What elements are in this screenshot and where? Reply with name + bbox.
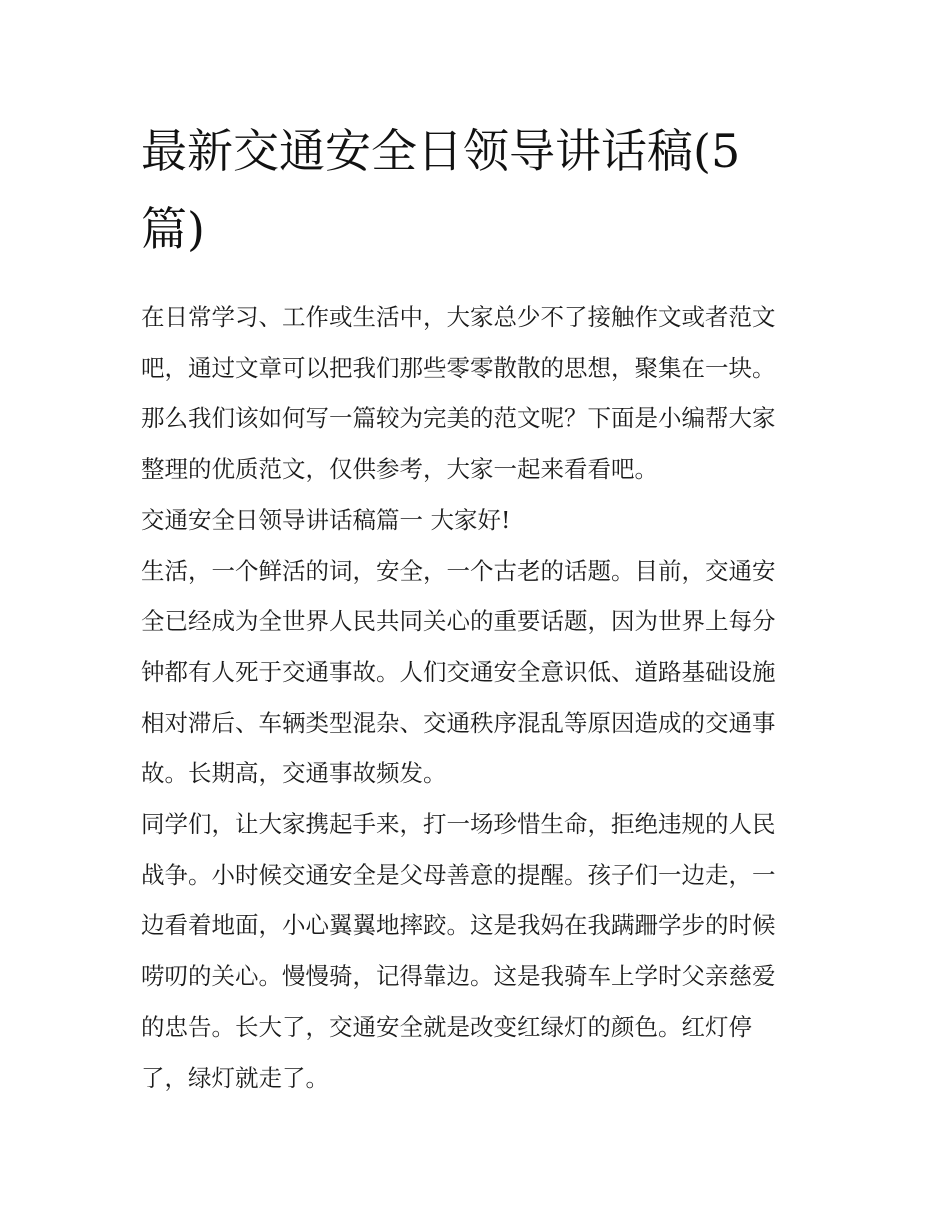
text-line: 边看着地面，小心翼翼地摔跤。这是我妈在我蹒跚学步的时候	[141, 911, 776, 940]
text-line: 唠叨的关心。慢慢骑，记得靠边。这是我骑车上学时父亲慈爱	[141, 962, 776, 991]
text-line: 相对滞后、车辆类型混杂、交通秩序混乱等原因造成的交通事	[141, 708, 776, 737]
text-line: 钟都有人死于交通事故。人们交通安全意识低、道路基础设施	[141, 657, 776, 686]
text-line: 了，绿灯就走了。	[141, 1063, 329, 1092]
text-line: 故。长期高，交通事故频发。	[141, 759, 447, 788]
intro-paragraph	[141, 292, 813, 495]
text-line: 整理的优质范文，仅供参考，大家一起来看看吧。	[141, 455, 658, 484]
body-paragraph	[141, 546, 813, 800]
text-line: 的忠告。长大了，交通安全就是改变红绿灯的颜色。红灯停	[141, 1012, 752, 1041]
title-line: 篇)	[141, 202, 205, 256]
document-title	[141, 112, 813, 268]
title-line: 最新交通安全日领导讲话稿(5	[141, 124, 741, 178]
text-line: 战争。小时候交通安全是父母善意的提醒。孩子们一边走，一	[141, 860, 776, 889]
text-line: 在日常学习、工作或生活中，大家总少不了接触作文或者范文	[141, 303, 776, 331]
text-line: 同学们，让大家携起手来，打一场珍惜生命，拒绝违规的人民	[141, 810, 776, 839]
text-line: 全已经成为全世界人民共同关心的重要话题，因为世界上每分	[141, 607, 776, 636]
document-page	[141, 112, 813, 1103]
text-line: 吧，通过文章可以把我们那些零零散散的思想，聚集在一块。	[141, 353, 776, 382]
text-line: 那么我们该如何写一篇较为完美的范文呢？下面是小编帮大家	[141, 404, 776, 433]
body-paragraph	[141, 799, 813, 1103]
section-heading-paragraph	[141, 495, 813, 546]
text-line: 生活，一个鲜活的词，安全，一个古老的话题。目前，交通安	[141, 556, 776, 585]
text-line: 交通安全日领导讲话稿篇一 大家好!	[141, 505, 511, 534]
